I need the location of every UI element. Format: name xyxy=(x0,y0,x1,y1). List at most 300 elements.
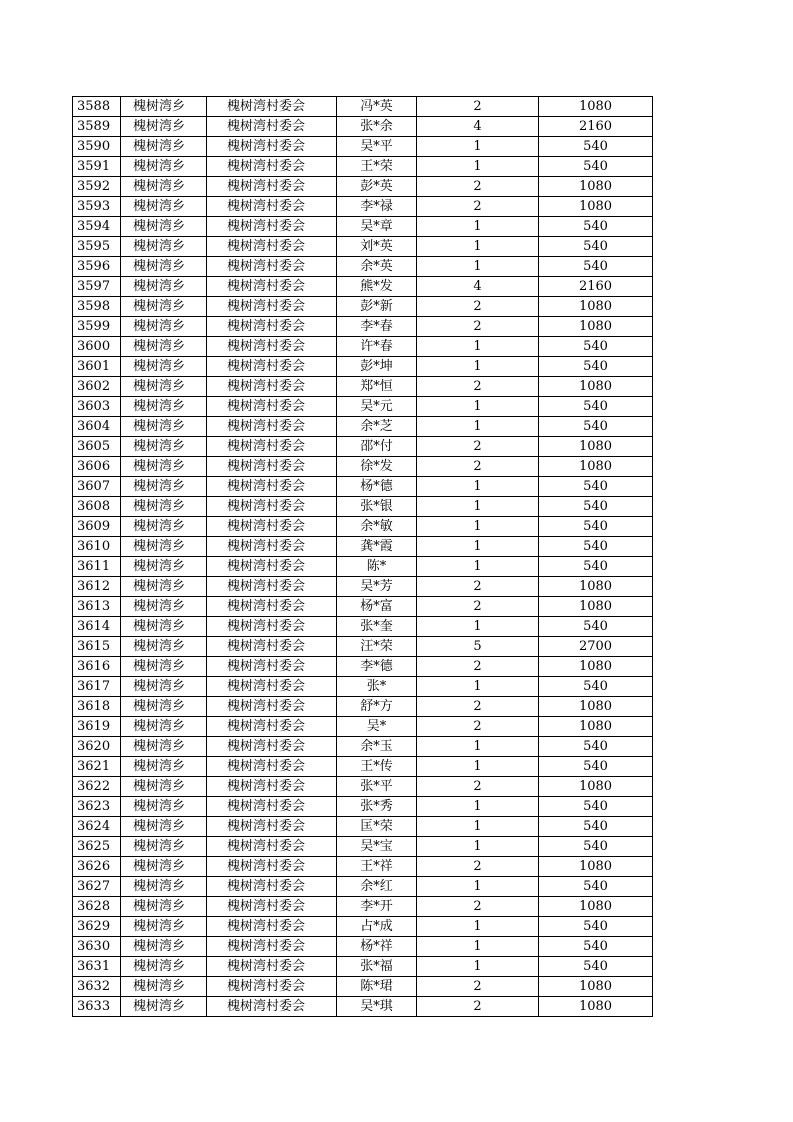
township-cell: 槐树湾乡 xyxy=(121,357,207,377)
row-number-cell: 3590 xyxy=(73,137,121,157)
village-committee-cell: 槐树湾村委会 xyxy=(207,157,337,177)
person-name-cell: 李*禄 xyxy=(337,197,417,217)
township-cell: 槐树湾乡 xyxy=(121,397,207,417)
village-committee-cell: 槐树湾村委会 xyxy=(207,357,337,377)
amount-cell: 540 xyxy=(539,937,653,957)
people-count-cell: 1 xyxy=(417,937,539,957)
village-committee-cell: 槐树湾村委会 xyxy=(207,457,337,477)
village-committee-cell: 槐树湾村委会 xyxy=(207,257,337,277)
people-count-cell: 1 xyxy=(417,417,539,437)
township-cell: 槐树湾乡 xyxy=(121,317,207,337)
row-number-cell: 3604 xyxy=(73,417,121,437)
row-number-cell: 3630 xyxy=(73,937,121,957)
township-cell: 槐树湾乡 xyxy=(121,297,207,317)
table-row xyxy=(73,817,653,837)
person-name-cell: 余*芝 xyxy=(337,417,417,437)
township-cell: 槐树湾乡 xyxy=(121,577,207,597)
row-number-cell: 3632 xyxy=(73,977,121,997)
row-number-cell: 3592 xyxy=(73,177,121,197)
table-row xyxy=(73,697,653,717)
table-row xyxy=(73,497,653,517)
table-row xyxy=(73,657,653,677)
amount-cell: 540 xyxy=(539,477,653,497)
township-cell: 槐树湾乡 xyxy=(121,597,207,617)
person-name-cell: 彭*坤 xyxy=(337,357,417,377)
amount-cell: 1080 xyxy=(539,857,653,877)
people-count-cell: 2 xyxy=(417,197,539,217)
row-number-cell: 3611 xyxy=(73,557,121,577)
person-name-cell: 吴*平 xyxy=(337,137,417,157)
table-row xyxy=(73,997,653,1017)
table-row xyxy=(73,557,653,577)
village-committee-cell: 槐树湾村委会 xyxy=(207,197,337,217)
village-committee-cell: 槐树湾村委会 xyxy=(207,117,337,137)
village-committee-cell: 槐树湾村委会 xyxy=(207,377,337,397)
person-name-cell: 张*平 xyxy=(337,777,417,797)
people-count-cell: 1 xyxy=(417,397,539,417)
person-name-cell: 彭*新 xyxy=(337,297,417,317)
table-row xyxy=(73,277,653,297)
people-count-cell: 1 xyxy=(417,337,539,357)
village-committee-cell: 槐树湾村委会 xyxy=(207,937,337,957)
people-count-cell: 2 xyxy=(417,297,539,317)
township-cell: 槐树湾乡 xyxy=(121,97,207,117)
amount-cell: 1080 xyxy=(539,697,653,717)
village-committee-cell: 槐树湾村委会 xyxy=(207,137,337,157)
row-number-cell: 3599 xyxy=(73,317,121,337)
township-cell: 槐树湾乡 xyxy=(121,717,207,737)
township-cell: 槐树湾乡 xyxy=(121,197,207,217)
table-row xyxy=(73,937,653,957)
amount-cell: 1080 xyxy=(539,457,653,477)
village-committee-cell: 槐树湾村委会 xyxy=(207,437,337,457)
village-committee-cell: 槐树湾村委会 xyxy=(207,677,337,697)
village-committee-cell: 槐树湾村委会 xyxy=(207,497,337,517)
people-count-cell: 2 xyxy=(417,457,539,477)
village-committee-cell: 槐树湾村委会 xyxy=(207,297,337,317)
person-name-cell: 杨*富 xyxy=(337,597,417,617)
table-row xyxy=(73,297,653,317)
row-number-cell: 3600 xyxy=(73,337,121,357)
village-committee-cell: 槐树湾村委会 xyxy=(207,877,337,897)
people-count-cell: 1 xyxy=(417,237,539,257)
table-row xyxy=(73,617,653,637)
village-committee-cell: 槐树湾村委会 xyxy=(207,997,337,1017)
village-committee-cell: 槐树湾村委会 xyxy=(207,777,337,797)
amount-cell: 540 xyxy=(539,217,653,237)
person-name-cell: 张*秀 xyxy=(337,797,417,817)
village-committee-cell: 槐树湾村委会 xyxy=(207,217,337,237)
people-count-cell: 1 xyxy=(417,517,539,537)
person-name-cell: 杨*祥 xyxy=(337,937,417,957)
person-name-cell: 余*红 xyxy=(337,877,417,897)
people-count-cell: 1 xyxy=(417,557,539,577)
township-cell: 槐树湾乡 xyxy=(121,437,207,457)
table-row xyxy=(73,517,653,537)
table-row xyxy=(73,897,653,917)
amount-cell: 2700 xyxy=(539,637,653,657)
township-cell: 槐树湾乡 xyxy=(121,877,207,897)
people-count-cell: 1 xyxy=(417,537,539,557)
table-row xyxy=(73,217,653,237)
village-committee-cell: 槐树湾村委会 xyxy=(207,397,337,417)
row-number-cell: 3629 xyxy=(73,917,121,937)
village-committee-cell: 槐树湾村委会 xyxy=(207,657,337,677)
township-cell: 槐树湾乡 xyxy=(121,737,207,757)
table-row xyxy=(73,357,653,377)
amount-cell: 1080 xyxy=(539,657,653,677)
table-row xyxy=(73,797,653,817)
township-cell: 槐树湾乡 xyxy=(121,277,207,297)
amount-cell: 540 xyxy=(539,757,653,777)
village-committee-cell: 槐树湾村委会 xyxy=(207,517,337,537)
row-number-cell: 3596 xyxy=(73,257,121,277)
people-count-cell: 1 xyxy=(417,137,539,157)
township-cell: 槐树湾乡 xyxy=(121,917,207,937)
township-cell: 槐树湾乡 xyxy=(121,537,207,557)
village-committee-cell: 槐树湾村委会 xyxy=(207,97,337,117)
row-number-cell: 3621 xyxy=(73,757,121,777)
row-number-cell: 3633 xyxy=(73,997,121,1017)
village-committee-cell: 槐树湾村委会 xyxy=(207,837,337,857)
person-name-cell: 王*传 xyxy=(337,757,417,777)
row-number-cell: 3603 xyxy=(73,397,121,417)
row-number-cell: 3615 xyxy=(73,637,121,657)
table-row xyxy=(73,417,653,437)
township-cell: 槐树湾乡 xyxy=(121,417,207,437)
row-number-cell: 3605 xyxy=(73,437,121,457)
person-name-cell: 邵*付 xyxy=(337,437,417,457)
person-name-cell: 吴*章 xyxy=(337,217,417,237)
amount-cell: 1080 xyxy=(539,777,653,797)
people-count-cell: 4 xyxy=(417,277,539,297)
people-count-cell: 1 xyxy=(417,257,539,277)
table-row xyxy=(73,437,653,457)
township-cell: 槐树湾乡 xyxy=(121,997,207,1017)
amount-cell: 540 xyxy=(539,797,653,817)
row-number-cell: 3606 xyxy=(73,457,121,477)
person-name-cell: 李*德 xyxy=(337,657,417,677)
row-number-cell: 3627 xyxy=(73,877,121,897)
people-count-cell: 1 xyxy=(417,497,539,517)
person-name-cell: 吴* xyxy=(337,717,417,737)
amount-cell: 540 xyxy=(539,497,653,517)
row-number-cell: 3622 xyxy=(73,777,121,797)
person-name-cell: 吴*芳 xyxy=(337,577,417,597)
amount-cell: 1080 xyxy=(539,717,653,737)
people-count-cell: 1 xyxy=(417,357,539,377)
row-number-cell: 3593 xyxy=(73,197,121,217)
amount-cell: 2160 xyxy=(539,277,653,297)
row-number-cell: 3594 xyxy=(73,217,121,237)
village-committee-cell: 槐树湾村委会 xyxy=(207,697,337,717)
person-name-cell: 匡*荣 xyxy=(337,817,417,837)
table-row xyxy=(73,117,653,137)
township-cell: 槐树湾乡 xyxy=(121,157,207,177)
village-committee-cell: 槐树湾村委会 xyxy=(207,537,337,557)
township-cell: 槐树湾乡 xyxy=(121,937,207,957)
person-name-cell: 余*敏 xyxy=(337,517,417,537)
amount-cell: 540 xyxy=(539,237,653,257)
township-cell: 槐树湾乡 xyxy=(121,377,207,397)
amount-cell: 540 xyxy=(539,537,653,557)
people-count-cell: 2 xyxy=(417,977,539,997)
township-cell: 槐树湾乡 xyxy=(121,117,207,137)
amount-cell: 540 xyxy=(539,517,653,537)
person-name-cell: 彭*英 xyxy=(337,177,417,197)
township-cell: 槐树湾乡 xyxy=(121,557,207,577)
people-count-cell: 1 xyxy=(417,157,539,177)
person-name-cell: 王*荣 xyxy=(337,157,417,177)
row-number-cell: 3610 xyxy=(73,537,121,557)
table-row xyxy=(73,397,653,417)
person-name-cell: 刘*英 xyxy=(337,237,417,257)
people-count-cell: 2 xyxy=(417,437,539,457)
row-number-cell: 3608 xyxy=(73,497,121,517)
person-name-cell: 陈* xyxy=(337,557,417,577)
row-number-cell: 3617 xyxy=(73,677,121,697)
table-row xyxy=(73,337,653,357)
person-name-cell: 张*福 xyxy=(337,957,417,977)
person-name-cell: 张* xyxy=(337,677,417,697)
township-cell: 槐树湾乡 xyxy=(121,477,207,497)
row-number-cell: 3591 xyxy=(73,157,121,177)
village-committee-cell: 槐树湾村委会 xyxy=(207,617,337,637)
village-committee-cell: 槐树湾村委会 xyxy=(207,317,337,337)
people-count-cell: 2 xyxy=(417,717,539,737)
table-row xyxy=(73,477,653,497)
person-name-cell: 吴*元 xyxy=(337,397,417,417)
person-name-cell: 王*祥 xyxy=(337,857,417,877)
village-committee-cell: 槐树湾村委会 xyxy=(207,557,337,577)
township-cell: 槐树湾乡 xyxy=(121,817,207,837)
row-number-cell: 3620 xyxy=(73,737,121,757)
township-cell: 槐树湾乡 xyxy=(121,957,207,977)
table-row xyxy=(73,857,653,877)
person-name-cell: 吴*琪 xyxy=(337,997,417,1017)
people-count-cell: 2 xyxy=(417,997,539,1017)
row-number-cell: 3623 xyxy=(73,797,121,817)
row-number-cell: 3588 xyxy=(73,97,121,117)
people-count-cell: 1 xyxy=(417,917,539,937)
table-row xyxy=(73,717,653,737)
person-name-cell: 余*玉 xyxy=(337,737,417,757)
table-row xyxy=(73,877,653,897)
amount-cell: 1080 xyxy=(539,197,653,217)
row-number-cell: 3607 xyxy=(73,477,121,497)
table-row xyxy=(73,677,653,697)
people-count-cell: 2 xyxy=(417,777,539,797)
person-name-cell: 陈*珺 xyxy=(337,977,417,997)
person-name-cell: 余*英 xyxy=(337,257,417,277)
people-count-cell: 2 xyxy=(417,857,539,877)
amount-cell: 540 xyxy=(539,357,653,377)
person-name-cell: 李*春 xyxy=(337,317,417,337)
table-row xyxy=(73,957,653,977)
row-number-cell: 3589 xyxy=(73,117,121,137)
amount-cell: 540 xyxy=(539,737,653,757)
people-count-cell: 2 xyxy=(417,97,539,117)
table-row xyxy=(73,537,653,557)
people-count-cell: 1 xyxy=(417,477,539,497)
amount-cell: 540 xyxy=(539,917,653,937)
amount-cell: 1080 xyxy=(539,897,653,917)
row-number-cell: 3614 xyxy=(73,617,121,637)
row-number-cell: 3619 xyxy=(73,717,121,737)
row-number-cell: 3595 xyxy=(73,237,121,257)
village-committee-cell: 槐树湾村委会 xyxy=(207,717,337,737)
amount-cell: 540 xyxy=(539,877,653,897)
amount-cell: 2160 xyxy=(539,117,653,137)
amount-cell: 540 xyxy=(539,417,653,437)
amount-cell: 1080 xyxy=(539,577,653,597)
table-row xyxy=(73,97,653,117)
row-number-cell: 3624 xyxy=(73,817,121,837)
person-name-cell: 郑*恒 xyxy=(337,377,417,397)
village-committee-cell: 槐树湾村委会 xyxy=(207,477,337,497)
person-name-cell: 张*余 xyxy=(337,117,417,137)
row-number-cell: 3597 xyxy=(73,277,121,297)
table-row xyxy=(73,237,653,257)
village-committee-cell: 槐树湾村委会 xyxy=(207,277,337,297)
township-cell: 槐树湾乡 xyxy=(121,617,207,637)
row-number-cell: 3626 xyxy=(73,857,121,877)
township-cell: 槐树湾乡 xyxy=(121,837,207,857)
township-cell: 槐树湾乡 xyxy=(121,657,207,677)
people-count-cell: 1 xyxy=(417,757,539,777)
person-name-cell: 许*春 xyxy=(337,337,417,357)
amount-cell: 1080 xyxy=(539,997,653,1017)
township-cell: 槐树湾乡 xyxy=(121,177,207,197)
table-row xyxy=(73,977,653,997)
row-number-cell: 3601 xyxy=(73,357,121,377)
table-row xyxy=(73,777,653,797)
village-committee-cell: 槐树湾村委会 xyxy=(207,597,337,617)
township-cell: 槐树湾乡 xyxy=(121,517,207,537)
township-cell: 槐树湾乡 xyxy=(121,797,207,817)
people-count-cell: 2 xyxy=(417,377,539,397)
row-number-cell: 3625 xyxy=(73,837,121,857)
amount-cell: 540 xyxy=(539,337,653,357)
village-committee-cell: 槐树湾村委会 xyxy=(207,737,337,757)
row-number-cell: 3609 xyxy=(73,517,121,537)
people-count-cell: 1 xyxy=(417,957,539,977)
person-name-cell: 汪*荣 xyxy=(337,637,417,657)
person-name-cell: 龚*霞 xyxy=(337,537,417,557)
person-name-cell: 舒*方 xyxy=(337,697,417,717)
village-committee-cell: 槐树湾村委会 xyxy=(207,957,337,977)
person-name-cell: 徐*发 xyxy=(337,457,417,477)
person-name-cell: 杨*德 xyxy=(337,477,417,497)
township-cell: 槐树湾乡 xyxy=(121,897,207,917)
people-count-cell: 4 xyxy=(417,117,539,137)
people-count-cell: 2 xyxy=(417,317,539,337)
amount-cell: 540 xyxy=(539,617,653,637)
township-cell: 槐树湾乡 xyxy=(121,697,207,717)
amount-cell: 540 xyxy=(539,957,653,977)
people-count-cell: 2 xyxy=(417,177,539,197)
village-committee-cell: 槐树湾村委会 xyxy=(207,977,337,997)
row-number-cell: 3628 xyxy=(73,897,121,917)
amount-cell: 1080 xyxy=(539,597,653,617)
township-cell: 槐树湾乡 xyxy=(121,637,207,657)
person-name-cell: 冯*英 xyxy=(337,97,417,117)
amount-cell: 540 xyxy=(539,257,653,277)
person-name-cell: 占*成 xyxy=(337,917,417,937)
person-name-cell: 李*开 xyxy=(337,897,417,917)
people-count-cell: 2 xyxy=(417,597,539,617)
township-cell: 槐树湾乡 xyxy=(121,857,207,877)
table-row xyxy=(73,317,653,337)
row-number-cell: 3618 xyxy=(73,697,121,717)
amount-cell: 540 xyxy=(539,137,653,157)
table-body xyxy=(73,97,653,1017)
village-committee-cell: 槐树湾村委会 xyxy=(207,637,337,657)
township-cell: 槐树湾乡 xyxy=(121,677,207,697)
person-name-cell: 张*奎 xyxy=(337,617,417,637)
township-cell: 槐树湾乡 xyxy=(121,757,207,777)
amount-cell: 540 xyxy=(539,837,653,857)
township-cell: 槐树湾乡 xyxy=(121,977,207,997)
people-count-cell: 2 xyxy=(417,657,539,677)
table-row xyxy=(73,757,653,777)
village-committee-cell: 槐树湾村委会 xyxy=(207,237,337,257)
table-row xyxy=(73,377,653,397)
table-row xyxy=(73,177,653,197)
township-cell: 槐树湾乡 xyxy=(121,237,207,257)
table-row xyxy=(73,257,653,277)
table-row xyxy=(73,157,653,177)
people-count-cell: 1 xyxy=(417,797,539,817)
village-committee-cell: 槐树湾村委会 xyxy=(207,757,337,777)
village-committee-cell: 槐树湾村委会 xyxy=(207,577,337,597)
village-committee-cell: 槐树湾村委会 xyxy=(207,817,337,837)
table-row xyxy=(73,837,653,857)
people-count-cell: 1 xyxy=(417,837,539,857)
township-cell: 槐树湾乡 xyxy=(121,497,207,517)
village-committee-cell: 槐树湾村委会 xyxy=(207,177,337,197)
row-number-cell: 3602 xyxy=(73,377,121,397)
person-name-cell: 张*银 xyxy=(337,497,417,517)
amount-cell: 1080 xyxy=(539,317,653,337)
people-count-cell: 2 xyxy=(417,697,539,717)
amount-cell: 1080 xyxy=(539,377,653,397)
amount-cell: 540 xyxy=(539,557,653,577)
village-committee-cell: 槐树湾村委会 xyxy=(207,857,337,877)
table-row xyxy=(73,597,653,617)
row-number-cell: 3598 xyxy=(73,297,121,317)
amount-cell: 1080 xyxy=(539,177,653,197)
township-cell: 槐树湾乡 xyxy=(121,337,207,357)
table-row xyxy=(73,197,653,217)
people-count-cell: 5 xyxy=(417,637,539,657)
people-count-cell: 2 xyxy=(417,897,539,917)
amount-cell: 1080 xyxy=(539,437,653,457)
table-row xyxy=(73,917,653,937)
amount-cell: 1080 xyxy=(539,977,653,997)
people-count-cell: 1 xyxy=(417,677,539,697)
township-cell: 槐树湾乡 xyxy=(121,137,207,157)
people-count-cell: 2 xyxy=(417,577,539,597)
amount-cell: 540 xyxy=(539,397,653,417)
people-count-cell: 1 xyxy=(417,737,539,757)
table-row xyxy=(73,637,653,657)
people-count-cell: 1 xyxy=(417,877,539,897)
people-count-cell: 1 xyxy=(417,217,539,237)
township-cell: 槐树湾乡 xyxy=(121,217,207,237)
people-count-cell: 1 xyxy=(417,817,539,837)
amount-cell: 1080 xyxy=(539,297,653,317)
